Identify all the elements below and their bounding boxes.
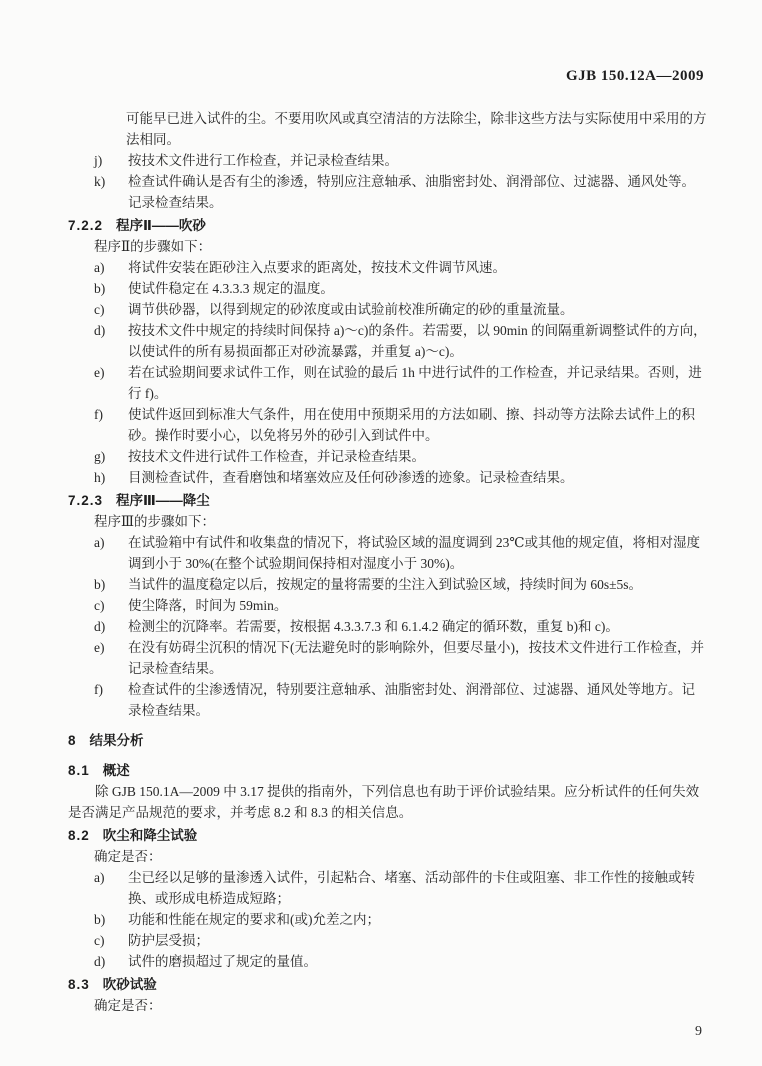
section-heading-7-2-3 xyxy=(68,490,708,511)
section-number: 8 xyxy=(68,733,77,748)
list-item-text: 使试件返回到标准大气条件，用在使用中预期采用的方法如刷、擦、抖动等方法除去试件上的积砂。操作时要小心，以免将另外的砂引入到试件中。 xyxy=(128,407,695,443)
overview-paragraph: 除 GJB 150.1A—2009 中 3.17 提供的指南外，下列信息也有助于评价试验结果。应分析试件的任何失效是否满足产品规范的要求，并考虑 8.2 和 8.3 的相关信息。 xyxy=(68,784,700,820)
list-item-label: e) xyxy=(94,365,105,380)
list-item-label: b) xyxy=(94,281,106,296)
list-item-label: g) xyxy=(94,449,106,464)
list-item-label: e) xyxy=(94,640,105,655)
list-item-text: 使尘降落，时间为 59min。 xyxy=(128,598,288,613)
section-number: 8.1 xyxy=(68,763,90,778)
list-item-text: 目测检查试件，查看磨蚀和堵塞效应及任何砂渗透的迹象。记录检查结果。 xyxy=(128,470,574,485)
list-item-label: c) xyxy=(94,933,105,948)
list-item-d xyxy=(94,320,708,362)
list-item-text: 将试件安装在距砂注入点要求的距离处，按技术文件调节风速。 xyxy=(128,260,506,275)
list-item-text: 功能和性能在规定的要求和(或)允差之内； xyxy=(128,912,380,927)
section-title: 吹尘和降尘试验 xyxy=(102,828,198,843)
list-item-text: 检测尘的沉降率。若需要，按根据 4.3.3.7.3 和 6.1.4.2 确定的循环数，重复 b)和 c)。 xyxy=(128,619,619,634)
list-item-text: 检查试件确认是否有尘的渗透，特别应注意轴承、油脂密封处、润滑部位、过滤器、通风处等。记录检查结果。 xyxy=(128,174,695,210)
list-item-label: f) xyxy=(94,407,103,422)
section-title: 吹砂试验 xyxy=(102,977,157,992)
section-title: 程序Ⅲ——降尘 xyxy=(116,493,210,508)
list-item-text: 若在试验期间要求试件工作，则在试验的最后 1h 中进行试件的工作检查，并记录结果。否则，进行 f)。 xyxy=(128,365,702,401)
page-content xyxy=(68,108,708,1016)
list-item-label: k) xyxy=(94,174,106,189)
list-item-label: a) xyxy=(94,260,105,275)
continuation-paragraph: 可能早已进入试件的尘。不要用吹风或真空清洁的方法除尘，除非这些方法与实际使用中采用的方法相同。 xyxy=(126,111,707,147)
list-item-label: c) xyxy=(94,302,105,317)
list-item-text: 检查试件的尘渗透情况，特别要注意轴承、油脂密封处、润滑部位、过滤器、通风处等地方。记录检查结果。 xyxy=(128,682,695,718)
list-item-label: d) xyxy=(94,323,106,338)
section-heading-7-2-2 xyxy=(68,215,708,236)
list-item-text: 调节供砂器，以得到规定的砂浓度或由试验前校准所确定的砂的重量流量。 xyxy=(128,302,574,317)
list-item-e xyxy=(94,637,708,679)
procedure-intro: 程序Ⅲ的步骤如下： xyxy=(94,514,216,529)
section-heading-8-3 xyxy=(68,974,708,995)
section-number: 8.3 xyxy=(68,977,90,992)
list-item-label: f) xyxy=(94,682,103,697)
list-item-c xyxy=(94,299,708,320)
list-item-label: d) xyxy=(94,954,106,969)
list-item-text: 使试件稳定在 4.3.3.3 规定的温度。 xyxy=(128,281,334,296)
list-item-label: d) xyxy=(94,619,106,634)
list-item-k xyxy=(94,171,708,213)
section-number: 8.2 xyxy=(68,828,90,843)
list-item-text: 尘已经以足够的量渗透入试件，引起粘合、堵塞、活动部件的卡住或阻塞、非工作性的接触或转换、或形成电桥造成短路； xyxy=(128,870,695,906)
list-item-e xyxy=(94,362,708,404)
list-item-f xyxy=(94,679,708,721)
section-title: 结果分析 xyxy=(89,733,144,748)
list-item-label: a) xyxy=(94,870,105,885)
list-item-d xyxy=(94,616,708,637)
list-item-text: 防护层受损； xyxy=(128,933,209,948)
list-item-h xyxy=(94,467,708,488)
list-item-b xyxy=(94,574,708,595)
list-item-label: j) xyxy=(94,153,103,168)
list-item-text: 试件的磨损超过了规定的量值。 xyxy=(128,954,317,969)
list-item-g xyxy=(94,446,708,467)
list-item-label: b) xyxy=(94,577,106,592)
list-item-text: 在没有妨碍尘沉积的情况下(无法避免时的影响除外，但要尽量小)，按技术文件进行工作检查，并记录检查结果。 xyxy=(128,640,704,676)
list-item-label: a) xyxy=(94,535,105,550)
procedure-intro: 程序Ⅱ的步骤如下： xyxy=(94,239,212,254)
page-number: 9 xyxy=(695,1024,702,1039)
section-number: 7.2.3 xyxy=(68,493,104,508)
list-item-text: 按技术文件中规定的持续时间保持 a)～c)的条件。若需要，以 90min 的间隔重新调整试件的方向，以使试件的所有易损面都正对砂流暴露，并重复 a)～c)。 xyxy=(128,323,707,359)
list-item-d xyxy=(94,951,708,972)
list-item-c xyxy=(94,930,708,951)
list-item-b xyxy=(94,909,708,930)
determine-intro: 确定是否： xyxy=(94,998,162,1013)
section-title: 概述 xyxy=(102,763,130,778)
list-item-text: 在试验箱中有试件和收集盘的情况下，将试验区域的温度调到 23℃或其他的规定值，将相对湿度调到小于 30%(在整个试验期间保持相对湿度小于 30%)。 xyxy=(128,535,700,571)
section-heading-8-2 xyxy=(68,825,708,846)
section-heading-8-1 xyxy=(68,760,708,781)
list-item-text: 当试件的温度稳定以后，按规定的量将需要的尘注入到试验区域，持续时间为 60s±5s。 xyxy=(128,577,643,592)
list-item-c xyxy=(94,595,708,616)
list-item-b xyxy=(94,278,708,299)
doc-code-header: GJB 150.12A—2009 xyxy=(565,68,704,84)
list-item-label: c) xyxy=(94,598,105,613)
determine-intro: 确定是否： xyxy=(94,849,162,864)
list-item-j xyxy=(94,150,708,171)
list-item-f xyxy=(94,404,708,446)
list-item-text: 按技术文件进行试件工作检查，并记录检查结果。 xyxy=(128,449,425,464)
section-title: 程序Ⅱ——吹砂 xyxy=(116,218,206,233)
list-item-a xyxy=(94,532,708,574)
list-item-a xyxy=(94,867,708,909)
list-item-a xyxy=(94,257,708,278)
section-heading-8 xyxy=(68,730,708,751)
list-item-label: h) xyxy=(94,470,106,485)
list-item-label: b) xyxy=(94,912,106,927)
list-item-text: 按技术文件进行工作检查，并记录检查结果。 xyxy=(128,153,398,168)
section-number: 7.2.2 xyxy=(68,218,104,233)
